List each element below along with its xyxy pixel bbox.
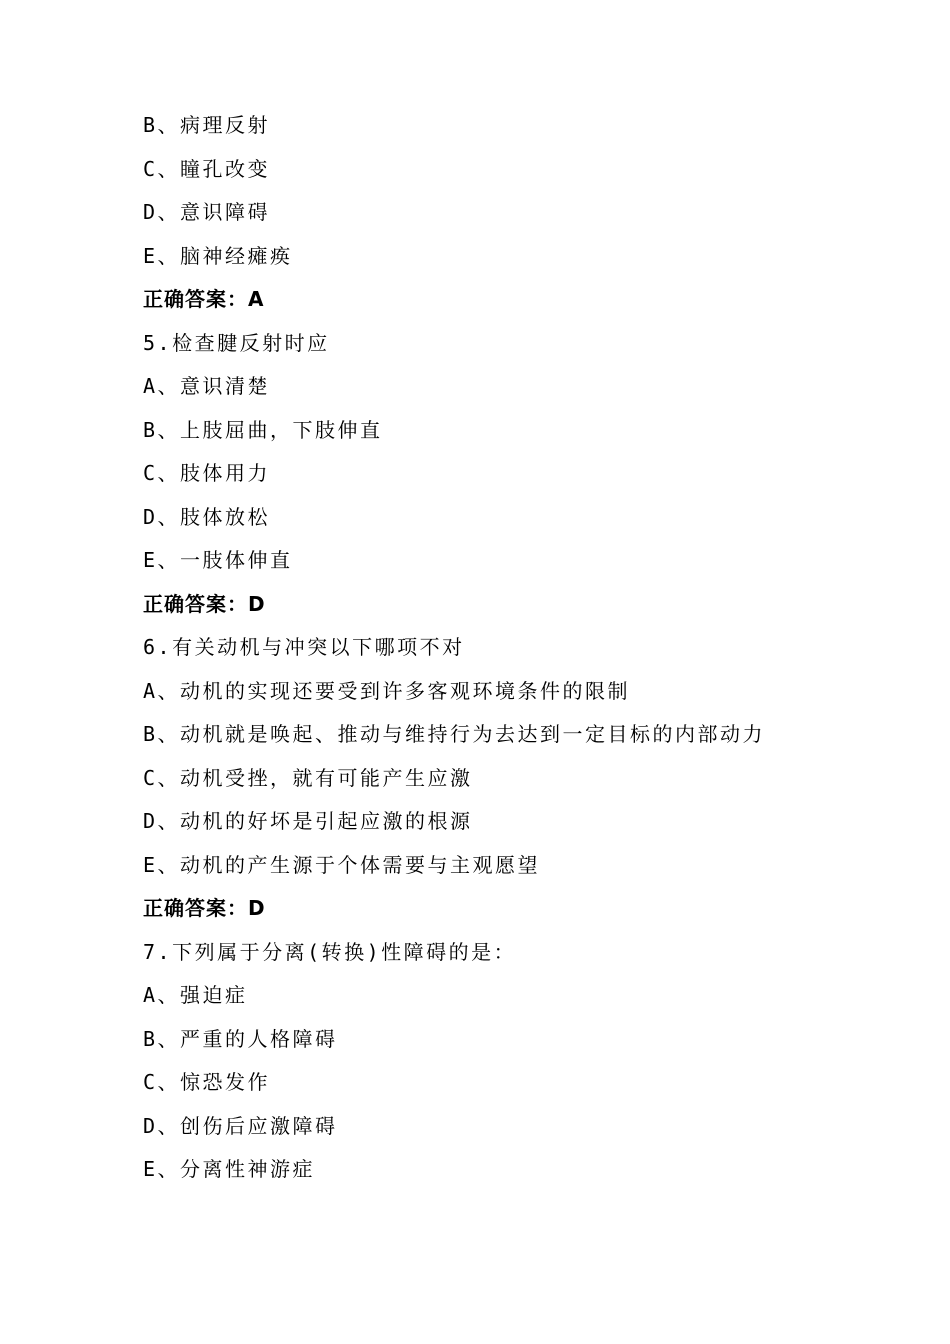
question-title: 7.下列属于分离(转换)性障碍的是： bbox=[143, 939, 517, 964]
question-list bbox=[143, 104, 903, 1192]
option-d: D、肢体放松 bbox=[143, 504, 271, 529]
option-d: D、意识障碍 bbox=[143, 200, 271, 224]
correct-answer: 正确答案：D bbox=[143, 896, 266, 920]
correct-answer: 正确答案：D bbox=[143, 591, 266, 616]
option-a: A、动机的实现还要受到许多客观环境条件的限制 bbox=[143, 678, 631, 703]
option-b: B、严重的人格障碍 bbox=[143, 1026, 338, 1051]
question-title: 5.检查腱反射时应 bbox=[143, 330, 330, 355]
option-d: D、创伤后应激障碍 bbox=[143, 1113, 338, 1138]
option-b: B、动机就是唤起、推动与维持行为去达到一定目标的内部动力 bbox=[143, 722, 766, 746]
option-c: C、肢体用力 bbox=[143, 461, 271, 485]
option-a: A、强迫症 bbox=[143, 983, 248, 1007]
question-title: 6.有关动机与冲突以下哪项不对 bbox=[143, 635, 465, 659]
option-b: B、病理反射 bbox=[143, 113, 271, 137]
option-e: E、动机的产生源于个体需要与主观愿望 bbox=[143, 852, 541, 877]
option-a: A、意识清楚 bbox=[143, 374, 271, 398]
option-d: D、动机的好坏是引起应激的根源 bbox=[143, 809, 473, 833]
option-b: B、上肢屈曲，下肢伸直 bbox=[143, 417, 383, 442]
correct-answer: 正确答案：A bbox=[143, 287, 265, 311]
option-c: C、瞳孔改变 bbox=[143, 156, 271, 181]
option-c: C、动机受挫，就有可能产生应激 bbox=[143, 765, 473, 790]
option-c: C、惊恐发作 bbox=[143, 1070, 271, 1094]
option-e: E、脑神经瘫痪 bbox=[143, 243, 293, 268]
option-e: E、一肢体伸直 bbox=[143, 548, 293, 572]
option-e: E、分离性神游症 bbox=[143, 1157, 316, 1181]
